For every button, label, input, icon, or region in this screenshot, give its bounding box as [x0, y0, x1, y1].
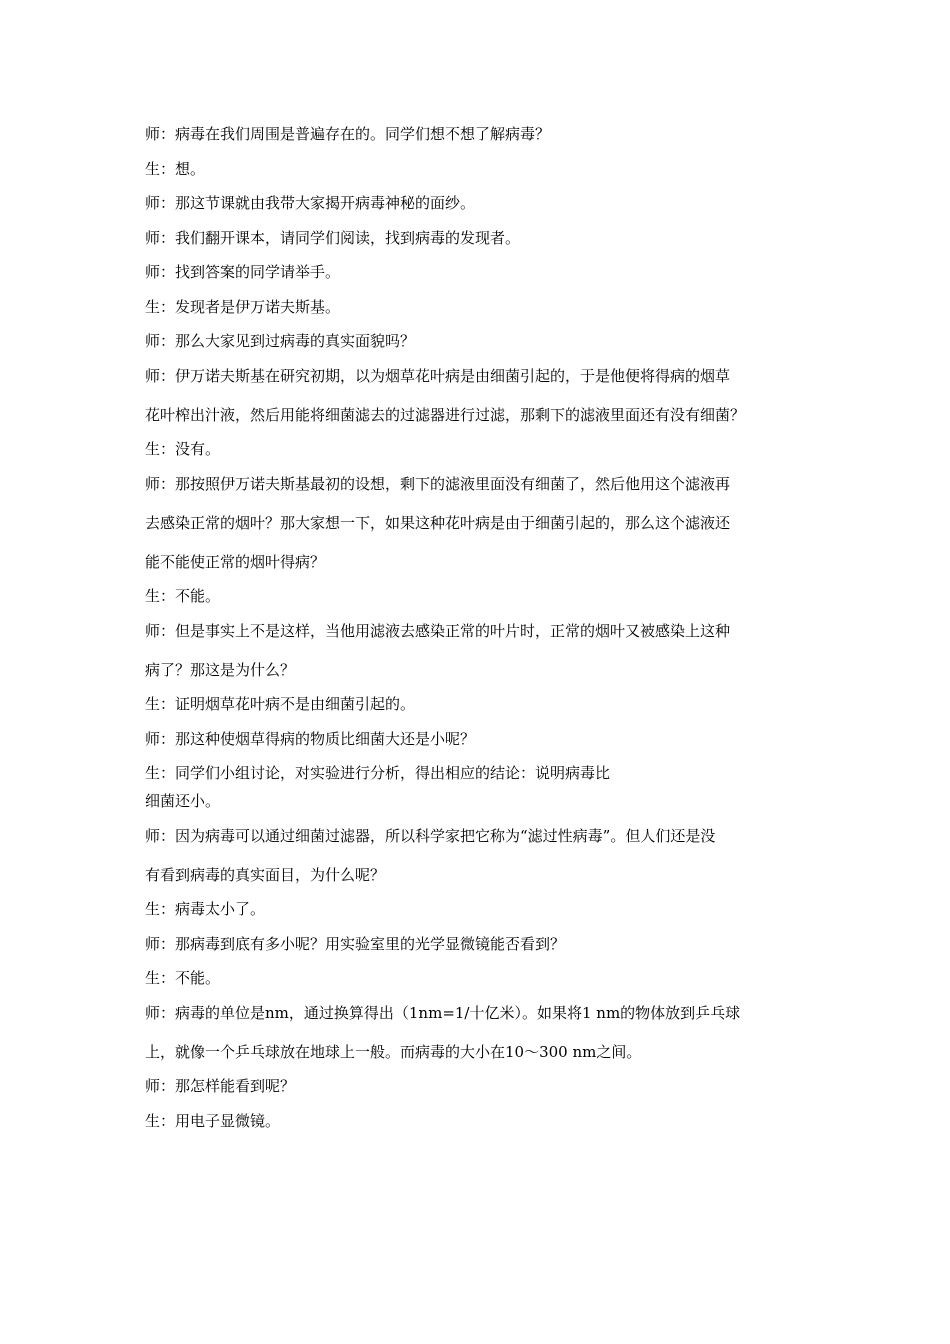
text-line: 生：想。 [145, 159, 206, 178]
text-line: 花叶榨出汁液，然后用能将细菌滤去的过滤器进行过滤，那剩下的滤液里面还有没有细菌？ [145, 405, 746, 424]
text-line: 生：用电子显微镜。 [145, 1111, 281, 1130]
text-line: 师：伊万诺夫斯基在研究初期，以为烟草花叶病是由细菌引起的，于是他便将得病的烟草 [145, 366, 731, 385]
text-line: 生：发现者是伊万诺夫斯基。 [145, 297, 341, 316]
text-line: 生：证明烟草花叶病不是由细菌引起的。 [145, 695, 416, 713]
text-line: 师：我们翻开课本，请同学们阅读，找到病毒的发现者。 [145, 228, 521, 247]
text-line: 细菌还小。 [145, 792, 221, 810]
text-line: 有看到病毒的真实面目，为什么呢？ [145, 865, 386, 884]
text-line: 师：那按照伊万诺夫斯基最初的设想，剩下的滤液里面没有细菌了，然后他用这个滤液再 [145, 474, 731, 493]
text-line: 师：那病毒到底有多小呢？用实验室里的光学显微镜能否看到？ [145, 934, 566, 953]
text-line: 生：同学们小组讨论，对实验进行分析，得出相应的结论：说明病毒比 [145, 764, 611, 782]
text-line: 师：但是事实上不是这样，当他用滤液去感染正常的叶片时，正常的烟叶又被感染上这种 [145, 621, 731, 640]
text-line: 师：病毒的单位是nm，通过换算得出（1nm=1/十亿米）。如果将1 nm的物体放到乒乓球 [145, 1003, 741, 1022]
text-line: 师：那这种使烟草得病的物质比细菌大还是小呢？ [145, 729, 476, 748]
text-line: 师：病毒在我们周围是普遍存在的。同学们想不想了解病毒？ [145, 125, 551, 143]
text-line: 师：那么大家见到过病毒的真实面貌吗？ [145, 332, 416, 350]
text-line: 能不能使正常的烟叶得病？ [145, 552, 326, 571]
text-line: 上，就像一个乒乓球放在地球上一般。而病毒的大小在10～300 nm之间。 [145, 1042, 642, 1061]
text-line: 生：不能。 [145, 587, 221, 605]
text-line: 生：没有。 [145, 440, 221, 458]
text-line: 生：病毒太小了。 [145, 900, 266, 918]
text-line: 师：那这节课就由我带大家揭开病毒神秘的面纱。 [145, 194, 476, 212]
text-line: 师：那怎样能看到呢？ [145, 1077, 296, 1095]
text-line: 师：因为病毒可以通过细菌过滤器，所以科学家把它称为“滤过性病毒”。但人们还是没 [145, 826, 716, 845]
text-line: 病了？那这是为什么？ [145, 660, 296, 679]
text-line: 师：找到答案的同学请举手。 [145, 263, 341, 281]
document-page [145, 124, 815, 1145]
text-line: 去感染正常的烟叶？那大家想一下，如果这种花叶病是由于细菌引起的，那么这个滤液还 [145, 513, 731, 532]
text-line: 生：不能。 [145, 969, 221, 987]
